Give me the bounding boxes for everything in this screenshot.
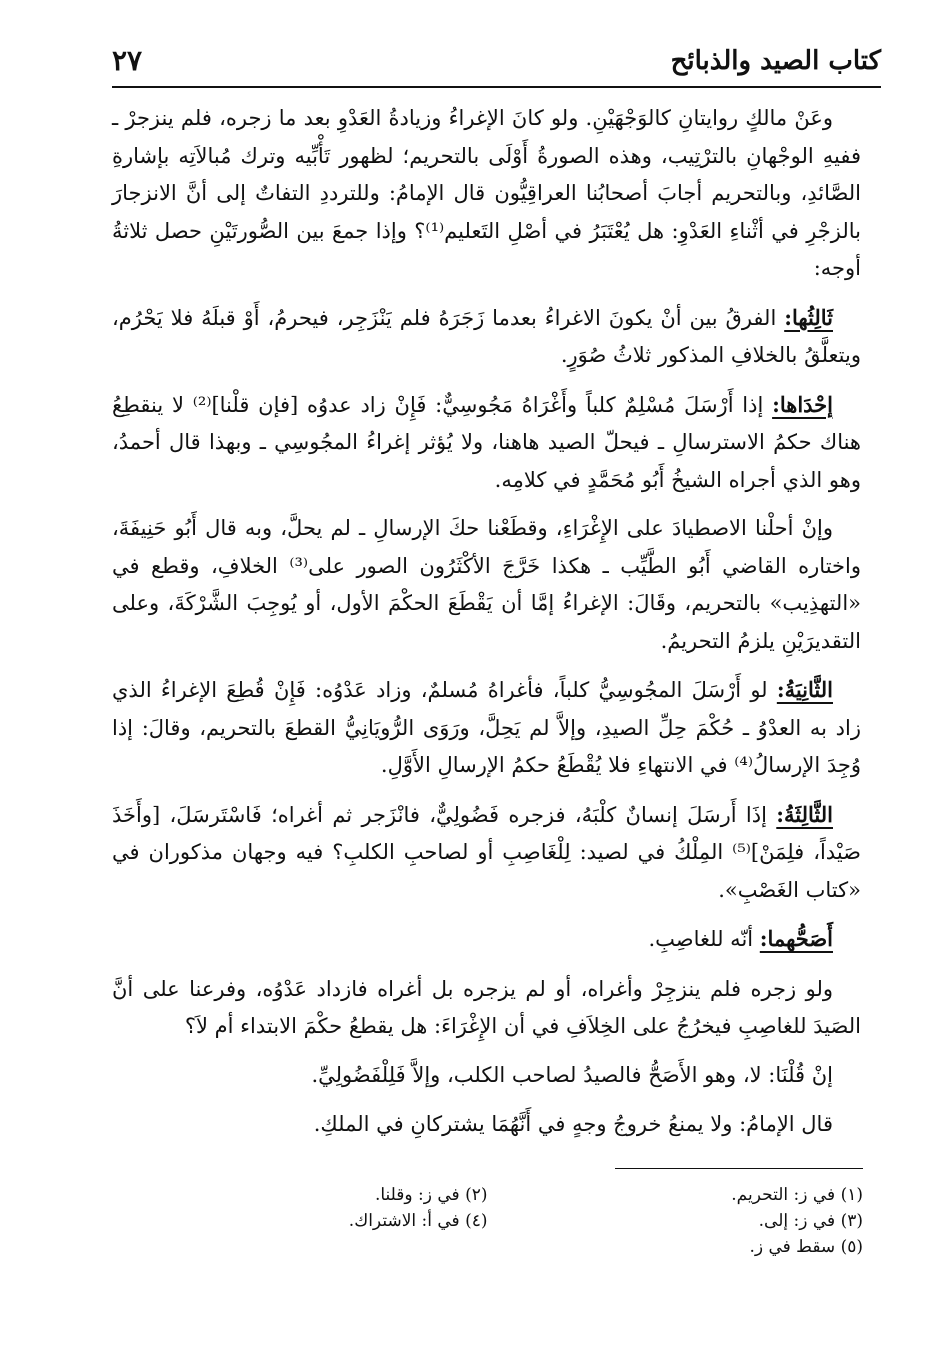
footnote-row (112, 1234, 863, 1260)
paragraph-text: إنْ قُلْنَا: لا، وهو الأَصَحُّ فالصيدُ لصاحب الكلب، وإلاَّ فَلِلْفَضُولِيِّ. (311, 1062, 833, 1087)
paragraph (112, 920, 861, 959)
footnote-text: سقط في ز. (749, 1237, 836, 1257)
footnote-5 (488, 1234, 864, 1260)
paragraph-lead: ثَالِثُها: (784, 304, 833, 330)
page-number: ٢٧ (112, 44, 143, 77)
paragraph-text: أنّه للغاصِبِ. (648, 927, 760, 951)
paragraph-text: قال الإمامُ: ولا يمنعُ خروجُ وجهٍ في أَنَّهُمَا يشتركانِ في الملكِ. (313, 1112, 833, 1136)
paragraph (112, 510, 861, 660)
main-text (112, 100, 861, 1156)
footnote-text: في أ: الاشتراك. (348, 1211, 460, 1231)
paragraph (112, 100, 861, 288)
paragraph-lead: إحْدَاها: (772, 391, 833, 417)
footnote-4 (112, 1208, 488, 1234)
paragraph (112, 299, 861, 375)
paragraph-text: إذَا أَرسَلَ إنسانٌ كلْبَهُ، فزجره فَضُولِيٌّ، فانْزَجر ثم أغراه؛ فَاسْتَرسَلَ، [وأَخَذَ صَيْداً، فلِمَنْ]⁽⁵⁾ المِلْكُ في لصيد: لِلْغَاصِبِ أو لصاحبِ الكلبِ؟ فيه وجهان مذكوران في «كتاب الغَصْبِ». (112, 802, 862, 902)
paragraph-text: إذا أَرْسَلَ مُسْلِمٌ كلباً وأَغْرَاهُ مَجُوسِيٌّ: فَإِنْ زاد عدوُه [فإن قلْنا]⁽²⁾ لا ينقطِعُ هناك حكمُ الاسترسالِ ـ فيحلّ الصيد هاهنا، ولا يُؤثر إغراءُ المجُوسِي ـ وبهذا قال أحمدُ، وهو الذي أجراه الشيخُ أَبُو مُحَمَّدٍ في كلامِه. (112, 392, 861, 492)
footnote-text: في ز: إلى. (758, 1211, 836, 1231)
paragraph (112, 1106, 861, 1144)
footnote-number: (١) (840, 1185, 863, 1205)
footnote-number: (٥) (840, 1237, 863, 1257)
page-header (112, 38, 881, 88)
footnote-text: في ز: التحريم. (731, 1185, 836, 1205)
footnote-3 (488, 1208, 864, 1234)
footnote-1 (488, 1182, 864, 1208)
footnote-2 (112, 1182, 488, 1208)
footnotes (112, 1182, 863, 1260)
paragraph-lead: الثَّانِيَةُ: (776, 677, 833, 702)
paragraph (112, 386, 861, 500)
paragraph (112, 971, 861, 1046)
footnote-text: في ز: وقلنا. (374, 1185, 460, 1205)
footnote-divider (615, 1168, 863, 1169)
paragraph-text: الفرقُ بين أنْ يكونَ الاغراءُ بعدما زَجَرَهُ فلم يَنْزَجِر، فيحرمُ، أَوْ قبلَهُ فلا يَحْرُم، ويتعلَّقُ بالخلافِ المذكور ثلاثُ صُوَرٍ. (112, 305, 861, 367)
footnote-number: (٣) (840, 1211, 863, 1231)
paragraph-text: لو أَرْسَلَ المجُوسِيُّ كلباً، فأغراهُ مُسلمٌ، وزاد عَدْوُه: فَإِنْ قُطِعَ الإغراءُ الذي زاد به العدْوُ ـ حُكْمَ حِلِّ الصيدِ، وإلاَّ لم يَحِلَّ، ورَوَى الرُّويَانِيُّ القطعَ بالتحريم، وقالَ: إذا وُجِدَ الإرسالُ⁽⁴⁾ في الانتهاءِ فلا يُقْطَعُ حكمُ الإرسالِ الأَوَّلِ. (112, 678, 861, 777)
footnote-number: (٤) (465, 1211, 488, 1231)
paragraph (112, 671, 861, 785)
paragraph (112, 796, 861, 910)
paragraph-lead: أَصَحُّهما: (759, 926, 833, 951)
book-title: كتاب الصيد والذبائح (670, 46, 881, 76)
paragraph-text: ولو زجره فلم ينزجِرْ وأغراه، أو لم يزجره بل أغراه فازداد عَدْوُه، وفرعنا على أنَّ الصَيدَ للغاصِبِ فيخرُجُ على الخِلاَفِ في أن الإِغْرَاءَ: هل يقطعُ حكْمَ الابتداء أم لاَ؟ (112, 976, 861, 1038)
footnote-row (112, 1182, 863, 1208)
paragraph-lead: الثَّالِثَةُ: (776, 801, 833, 827)
paragraph-text: وعَنْ مالكٍ روايتانِ كالوَجْهَيْنِ. ولو كانَ الإغراءُ وزيادةُ العَدْوِ بعد ما زجره، فلم ينزجرْ ـ ففيهِ الوجْهانِ بالترْتِيب، وهذه الصورةُ أَوْلَى بالتحريم؛ لظهور تَأْبِّيه وترك مُبالاَتِه بإشارةِ الصَّائدِ، وبالتحريم أجابَ أصحابُنا العراقِيُّون قال الإمامُ: وللترددِ التفاتٌ إلى أنَّ الانزجارَ بالزجْرِ في أثْناءِ العَدْوِ: هل يُعْتَبَرُ في أصْلِ التَعليم⁽¹⁾؟ وإذا جمعَ بين الصُّورتَيْنِ حصل ثلاثةُ أوجه: (112, 106, 861, 280)
paragraph (112, 1057, 861, 1095)
footnote-row (112, 1208, 863, 1234)
footnote-number: (٢) (465, 1185, 488, 1205)
paragraph-text: وإنْ أحلْنا الاصطيادَ على الإِغْرَاءِ، وقطَعْنا حكَ الإرسالِ ـ لم يحلَّ، وبه قال أَبُو حَنِيفَةَ، واختاره القاضي أَبُو الطَّيِّب ـ هكذا خَرَّجَ الأكْثَرُون الصور على⁽³⁾ الخلافِ، وقطع في «التهذِيب» بالتحريم، وقَالَ: الإغراءُ إمَّا أن يَقْطَعَ الحكْمَ الأول، أو يُوجِبَ الشَّرْكَةَ، وعلى التقديرَيْنِ يلزمُ التحريمُ. (112, 516, 861, 653)
